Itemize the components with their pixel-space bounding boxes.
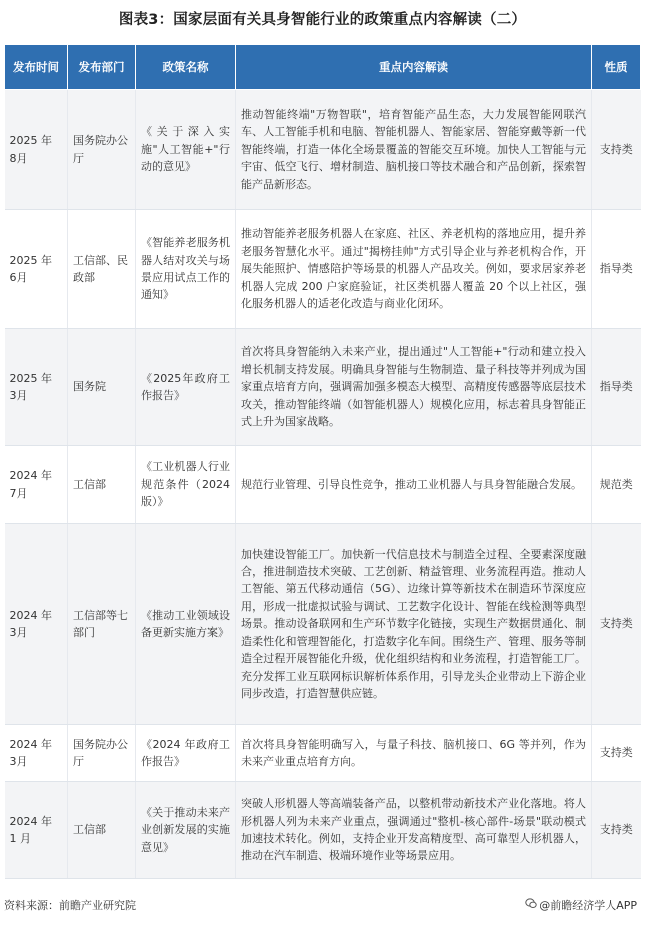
table-row <box>5 725 641 782</box>
cell-time: 2024 年 3月 <box>5 524 68 725</box>
cell-type: 支持类 <box>592 725 641 782</box>
cell-time: 2024 年 1 月 <box>5 782 68 879</box>
brand-credit <box>525 897 637 913</box>
cell-dept: 工信部等七部门 <box>68 524 136 725</box>
cell-type: 规范类 <box>592 446 641 524</box>
policy-table <box>4 44 641 879</box>
cell-name: 《关于推动未来产业创新发展的实施意见》 <box>136 782 236 879</box>
column-header-type: 性质 <box>592 45 641 90</box>
cell-detail: 加快建设智能工厂。加快新一代信息技术与制造全过程、全要素深度融合，推进制造技术突破、工艺创新、精益管理、业务流程再造。推动人工智能、第五代移动通信（5G）、边缘计算等新技术在制造环节深度应用，形成一批虚拟试验与调试、工艺数字化设计、智能在线检测等典型场景。推动设备联网和生产环节数字化链接，实现生产数据贯通化、制造柔性化和管理智能化，打造数字化车间。围绕生产、管理、服务等制造全过程开展智能化升级，优化组织结构和业务流程，打造智能工厂。充分发挥工业互联网标识解析体系作用，引导龙头企业带动上下游企业同步改造，打造智慧供应链。 <box>236 524 592 725</box>
cell-detail: 突破人形机器人等高端装备产品，以整机带动新技术产业化落地。将人形机器人列为未来产业重点，强调通过"整机-核心部件-场景"联动模式加速技术转化。例如，支持企业开发高精度型、高可靠型人形机器人，推动在汽车制造、极端环境作业等场景应用。 <box>236 782 592 879</box>
cell-detail: 规范行业管理、引导良性竞争，推动工业机器人与具身智能融合发展。 <box>236 446 592 524</box>
cell-name: 《2025年政府工作报告》 <box>136 329 236 446</box>
cell-name: 《智能养老服务机器人结对攻关与场景应用试点工作的通知》 <box>136 210 236 329</box>
cell-type: 支持类 <box>592 90 641 210</box>
column-header-time: 发布时间 <box>5 45 68 90</box>
cell-type: 指导类 <box>592 329 641 446</box>
table-row <box>5 90 641 210</box>
cell-detail: 推动智能养老服务机器人在家庭、社区、养老机构的落地应用，提升养老服务智慧化水平。通过"揭榜挂帅"方式引导企业与养老机构合作，开展失能照护、情感陪护等场景的机器人产品攻关。例如，要求居家养老机器人完成 200 户家庭验证，社区类机器人覆盖 20 个以上社区，强化服务机器人的适老化改造与商业化闭环。 <box>236 210 592 329</box>
cell-dept: 工信部 <box>68 446 136 524</box>
page-title: 图表3：国家层面有关具身智能行业的政策重点内容解读（二） <box>118 12 527 28</box>
table-row <box>5 782 641 879</box>
cell-time: 2025 年 8月 <box>5 90 68 210</box>
table-header-row <box>5 45 641 90</box>
cell-name: 《2024 年政府工作报告》 <box>136 725 236 782</box>
cell-dept: 工信部 <box>68 782 136 879</box>
column-header-detail: 重点内容解读 <box>236 45 592 90</box>
cell-detail: 推动智能终端"万物智联"，培育智能产品生态，大力发展智能网联汽车、人工智能手机和电脑、智能机器人、智能家居、智能穿戴等新一代智能终端，打造一体化全场景覆盖的智能交互环境。加快人工智能与元宇宙、低空飞行、增材制造、脑机接口等技术融合和产品创新，探索智能产品新形态。 <box>236 90 592 210</box>
cell-time: 2025 年 6月 <box>5 210 68 329</box>
cell-dept: 国务院办公厅 <box>68 90 136 210</box>
cell-type: 指导类 <box>592 210 641 329</box>
source-note: 资料来源：前瞻产业研究院 <box>4 899 136 912</box>
column-header-name: 政策名称 <box>136 45 236 90</box>
table-row <box>5 329 641 446</box>
cell-name: 《关于深入实施"人工智能+"行动的意见》 <box>136 90 236 210</box>
cell-time: 2024 年 3月 <box>5 725 68 782</box>
cell-name: 《推动工业领域设备更新实施方案》 <box>136 524 236 725</box>
table-row <box>5 446 641 524</box>
brand-label: @前瞻经济学人APP <box>539 899 637 912</box>
cell-name: 《工业机器人行业规范条件（2024 版）》 <box>136 446 236 524</box>
column-header-dept: 发布部门 <box>68 45 136 90</box>
table-row <box>5 210 641 329</box>
cell-dept: 工信部、民政部 <box>68 210 136 329</box>
cell-type: 支持类 <box>592 524 641 725</box>
cell-dept: 国务院 <box>68 329 136 446</box>
cell-type: 支持类 <box>592 782 641 879</box>
wechat-like-icon <box>525 898 537 912</box>
cell-detail: 首次将具身智能纳入未来产业，提出通过"人工智能+"行动和建立投入增长机制支持发展。明确具身智能与生物制造、量子科技等并列成为国家重点培育方向，强调需加强多模态大模型、高精度传感器等底层技术攻关，推动智能终端（如智能机器人）规模化应用，标志着具身智能正式上升为国家战略。 <box>236 329 592 446</box>
cell-time: 2024 年 7月 <box>5 446 68 524</box>
cell-detail: 首次将具身智能明确写入，与量子科技、脑机接口、6G 等并列，作为未来产业重点培育方向。 <box>236 725 592 782</box>
cell-time: 2025 年 3月 <box>5 329 68 446</box>
table-row <box>5 524 641 725</box>
cell-dept: 国务院办公厅 <box>68 725 136 782</box>
